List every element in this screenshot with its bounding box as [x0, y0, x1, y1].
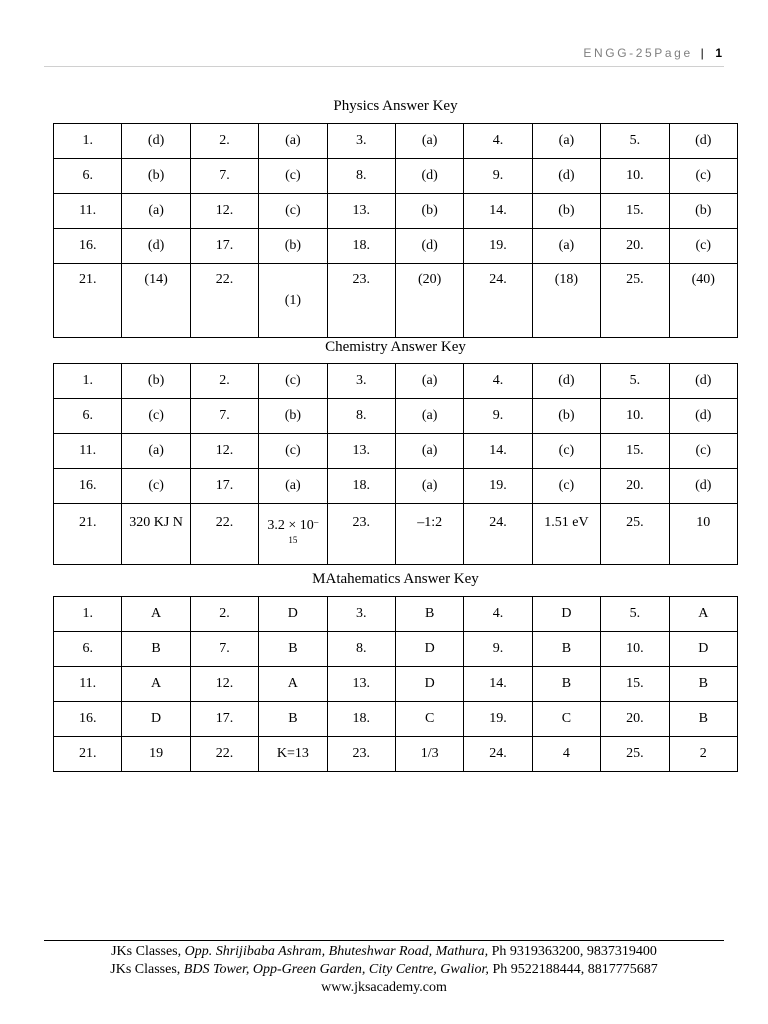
footer-address: Opp. Shrijibaba Ashram, Bhuteshwar Road, Mathura,	[184, 944, 489, 959]
question-number-cell: 8.	[327, 159, 395, 194]
question-number-cell: 18.	[327, 229, 395, 264]
answer-cell: (d)	[395, 159, 463, 194]
footer-org-name: JKs Classes,	[110, 962, 184, 977]
answer-cell: (14)	[122, 264, 190, 338]
answer-cell: 1.51 eV	[532, 504, 600, 565]
question-number-cell: 11.	[54, 667, 122, 702]
question-number-cell: 1.	[54, 364, 122, 399]
answer-cell: (b)	[122, 364, 190, 399]
question-number-cell: 22.	[190, 737, 258, 772]
question-number-cell: 20.	[601, 469, 669, 504]
question-number-cell: 6.	[54, 399, 122, 434]
answer-cell: C	[395, 702, 463, 737]
question-number-cell: 8.	[327, 632, 395, 667]
question-number-cell: 23.	[327, 504, 395, 565]
answer-cell: K=13	[259, 737, 327, 772]
answer-cell: (b)	[532, 194, 600, 229]
question-number-cell: 21.	[54, 737, 122, 772]
answer-cell: 10	[669, 504, 737, 565]
question-number-cell: 2.	[190, 364, 258, 399]
exponent-sign: –	[313, 517, 319, 527]
answer-cell: D	[122, 702, 190, 737]
question-number-cell: 25.	[601, 264, 669, 338]
question-number-cell: 21.	[54, 264, 122, 338]
table-row	[54, 632, 738, 667]
answer-cell: (c)	[122, 399, 190, 434]
question-number-cell: 14.	[464, 434, 532, 469]
question-number-cell: 16.	[54, 702, 122, 737]
question-number-cell: 23.	[327, 737, 395, 772]
footer-phone: Ph 9319363200, 9837319400	[488, 944, 657, 959]
question-number-cell: 19.	[464, 469, 532, 504]
question-number-cell: 13.	[327, 667, 395, 702]
answer-cell: D	[669, 632, 737, 667]
footer-divider	[44, 940, 724, 941]
answer-cell: 320 KJ N	[122, 504, 190, 565]
question-number-cell: 21.	[54, 504, 122, 565]
question-number-cell: 5.	[601, 364, 669, 399]
answer-cell: (a)	[532, 229, 600, 264]
answer-cell: (a)	[395, 399, 463, 434]
question-number-cell: 2.	[190, 124, 258, 159]
page-header	[583, 46, 722, 60]
question-number-cell: 16.	[54, 229, 122, 264]
footer-phone: Ph 9522188444, 8817775687	[488, 962, 658, 977]
table-row	[54, 434, 738, 469]
table-row	[54, 229, 738, 264]
question-number-cell: 5.	[601, 124, 669, 159]
exponent-value: 15	[288, 535, 298, 545]
answer-cell: (a)	[122, 434, 190, 469]
question-number-cell: 4.	[464, 364, 532, 399]
footer-address: BDS Tower, Opp-Green Garden, City Centre, Gwalior,	[183, 962, 489, 977]
question-number-cell: 2.	[190, 597, 258, 632]
answer-cell: 2	[669, 737, 737, 772]
table-row	[54, 364, 738, 399]
answer-cell: (a)	[532, 124, 600, 159]
question-number-cell: 3.	[327, 364, 395, 399]
answer-cell: (b)	[259, 229, 327, 264]
question-number-cell: 5.	[601, 597, 669, 632]
answer-cell: (d)	[669, 399, 737, 434]
header-divider	[44, 66, 724, 67]
answer-cell: (c)	[259, 159, 327, 194]
question-number-cell: 6.	[54, 632, 122, 667]
question-number-cell: 3.	[327, 597, 395, 632]
answer-cell: 4	[532, 737, 600, 772]
answer-cell: 1/3	[395, 737, 463, 772]
answer-cell: B	[669, 702, 737, 737]
question-number-cell: 23.	[327, 264, 395, 338]
answer-cell: A	[259, 667, 327, 702]
answer-cell: A	[122, 597, 190, 632]
question-number-cell: 7.	[190, 632, 258, 667]
question-number-cell: 7.	[190, 159, 258, 194]
answer-cell: (d)	[669, 364, 737, 399]
question-number-cell: 17.	[190, 702, 258, 737]
answer-cell: (b)	[395, 194, 463, 229]
answer-cell: (d)	[122, 229, 190, 264]
question-number-cell: 22.	[190, 504, 258, 565]
answer-cell: B	[122, 632, 190, 667]
question-number-cell: 25.	[601, 504, 669, 565]
chemistry-title: Chemistry Answer Key	[325, 339, 466, 355]
answer-cell: (a)	[395, 364, 463, 399]
question-number-cell: 24.	[464, 504, 532, 565]
header-label: ENGG-25Page	[583, 46, 693, 60]
question-number-cell: 12.	[190, 194, 258, 229]
answer-cell: (d)	[669, 469, 737, 504]
answer-cell: (18)	[532, 264, 600, 338]
table-row	[54, 737, 738, 772]
question-number-cell: 7.	[190, 399, 258, 434]
table-row	[54, 667, 738, 702]
question-number-cell: 9.	[464, 632, 532, 667]
answer-cell: 3.2 × 10– 15	[259, 504, 327, 565]
question-number-cell: 1.	[54, 597, 122, 632]
answer-cell: B	[395, 597, 463, 632]
question-number-cell: 14.	[464, 194, 532, 229]
table-row	[54, 194, 738, 229]
question-number-cell: 24.	[464, 737, 532, 772]
answer-cell: (40)	[669, 264, 737, 338]
question-number-cell: 6.	[54, 159, 122, 194]
answer-cell: (c)	[259, 434, 327, 469]
question-number-cell: 22.	[190, 264, 258, 338]
question-number-cell: 18.	[327, 702, 395, 737]
mathematics-answer-table	[53, 596, 738, 772]
footer-org-name: JKs Classes,	[111, 944, 185, 959]
answer-cell: (b)	[669, 194, 737, 229]
page-number: 1	[715, 46, 722, 60]
answer-cell: C	[532, 702, 600, 737]
question-number-cell: 17.	[190, 229, 258, 264]
table-row	[54, 264, 738, 338]
answer-cell: (c)	[259, 194, 327, 229]
question-number-cell: 18.	[327, 469, 395, 504]
answer-cell: (c)	[669, 434, 737, 469]
question-number-cell: 24.	[464, 264, 532, 338]
answer-cell: (a)	[259, 469, 327, 504]
physics-title: Physics Answer Key	[333, 98, 458, 114]
answer-cell: (a)	[395, 124, 463, 159]
answer-cell: (c)	[259, 364, 327, 399]
question-number-cell: 4.	[464, 597, 532, 632]
answer-cell: A	[669, 597, 737, 632]
answer-cell: (c)	[669, 229, 737, 264]
question-number-cell: 10.	[601, 159, 669, 194]
answer-cell: (a)	[395, 469, 463, 504]
question-number-cell: 12.	[190, 667, 258, 702]
table-row	[54, 399, 738, 434]
answer-cell: (b)	[122, 159, 190, 194]
question-number-cell: 15.	[601, 667, 669, 702]
question-number-cell: 17.	[190, 469, 258, 504]
answer-cell: B	[259, 702, 327, 737]
question-number-cell: 4.	[464, 124, 532, 159]
header-separator: |	[700, 46, 707, 60]
question-number-cell: 11.	[54, 434, 122, 469]
answer-cell: (1)	[259, 264, 327, 338]
answer-cell: (20)	[395, 264, 463, 338]
answer-cell: D	[532, 597, 600, 632]
answer-cell: D	[259, 597, 327, 632]
answer-cell: B	[259, 632, 327, 667]
answer-cell: B	[532, 632, 600, 667]
answer-cell: (d)	[122, 124, 190, 159]
question-number-cell: 9.	[464, 159, 532, 194]
question-number-cell: 11.	[54, 194, 122, 229]
question-number-cell: 15.	[601, 434, 669, 469]
footer-line-mathura	[0, 943, 768, 961]
question-number-cell: 10.	[601, 632, 669, 667]
question-number-cell: 10.	[601, 399, 669, 434]
answer-cell: B	[669, 667, 737, 702]
answer-cell: (c)	[532, 469, 600, 504]
answer-cell: –1:2	[395, 504, 463, 565]
footer-website: www.jksacademy.com	[321, 980, 447, 995]
question-number-cell: 8.	[327, 399, 395, 434]
mathematics-title: MAtahematics Answer Key	[312, 571, 479, 587]
answer-cell: (a)	[259, 124, 327, 159]
answer-cell: (a)	[122, 194, 190, 229]
answer-cell: (d)	[395, 229, 463, 264]
question-number-cell: 15.	[601, 194, 669, 229]
question-number-cell: 25.	[601, 737, 669, 772]
answer-cell: (c)	[122, 469, 190, 504]
table-row	[54, 597, 738, 632]
answer-cell: A	[122, 667, 190, 702]
answer-cell: D	[395, 667, 463, 702]
question-number-cell: 14.	[464, 667, 532, 702]
question-number-cell: 19.	[464, 229, 532, 264]
question-number-cell: 19.	[464, 702, 532, 737]
question-number-cell: 13.	[327, 194, 395, 229]
question-number-cell: 12.	[190, 434, 258, 469]
question-number-cell: 13.	[327, 434, 395, 469]
question-number-cell: 20.	[601, 229, 669, 264]
question-number-cell: 20.	[601, 702, 669, 737]
answer-cell: B	[532, 667, 600, 702]
answer-cell: (d)	[669, 124, 737, 159]
chemistry-answer-table	[53, 363, 738, 565]
answer-cell: (c)	[532, 434, 600, 469]
answer-cell: (c)	[669, 159, 737, 194]
table-row	[54, 124, 738, 159]
question-number-cell: 1.	[54, 124, 122, 159]
answer-cell: (a)	[395, 434, 463, 469]
table-row	[54, 702, 738, 737]
answer-cell: D	[395, 632, 463, 667]
question-number-cell: 9.	[464, 399, 532, 434]
table-row	[54, 159, 738, 194]
page-footer	[0, 943, 768, 997]
physics-answer-table	[53, 123, 738, 338]
table-row	[54, 469, 738, 504]
answer-cell: (b)	[259, 399, 327, 434]
answer-cell: (d)	[532, 159, 600, 194]
table-row	[54, 504, 738, 565]
question-number-cell: 3.	[327, 124, 395, 159]
answer-cell: (d)	[532, 364, 600, 399]
question-number-cell: 16.	[54, 469, 122, 504]
answer-cell: (b)	[532, 399, 600, 434]
answer-cell: 19	[122, 737, 190, 772]
footer-line-gwalior	[0, 961, 768, 979]
